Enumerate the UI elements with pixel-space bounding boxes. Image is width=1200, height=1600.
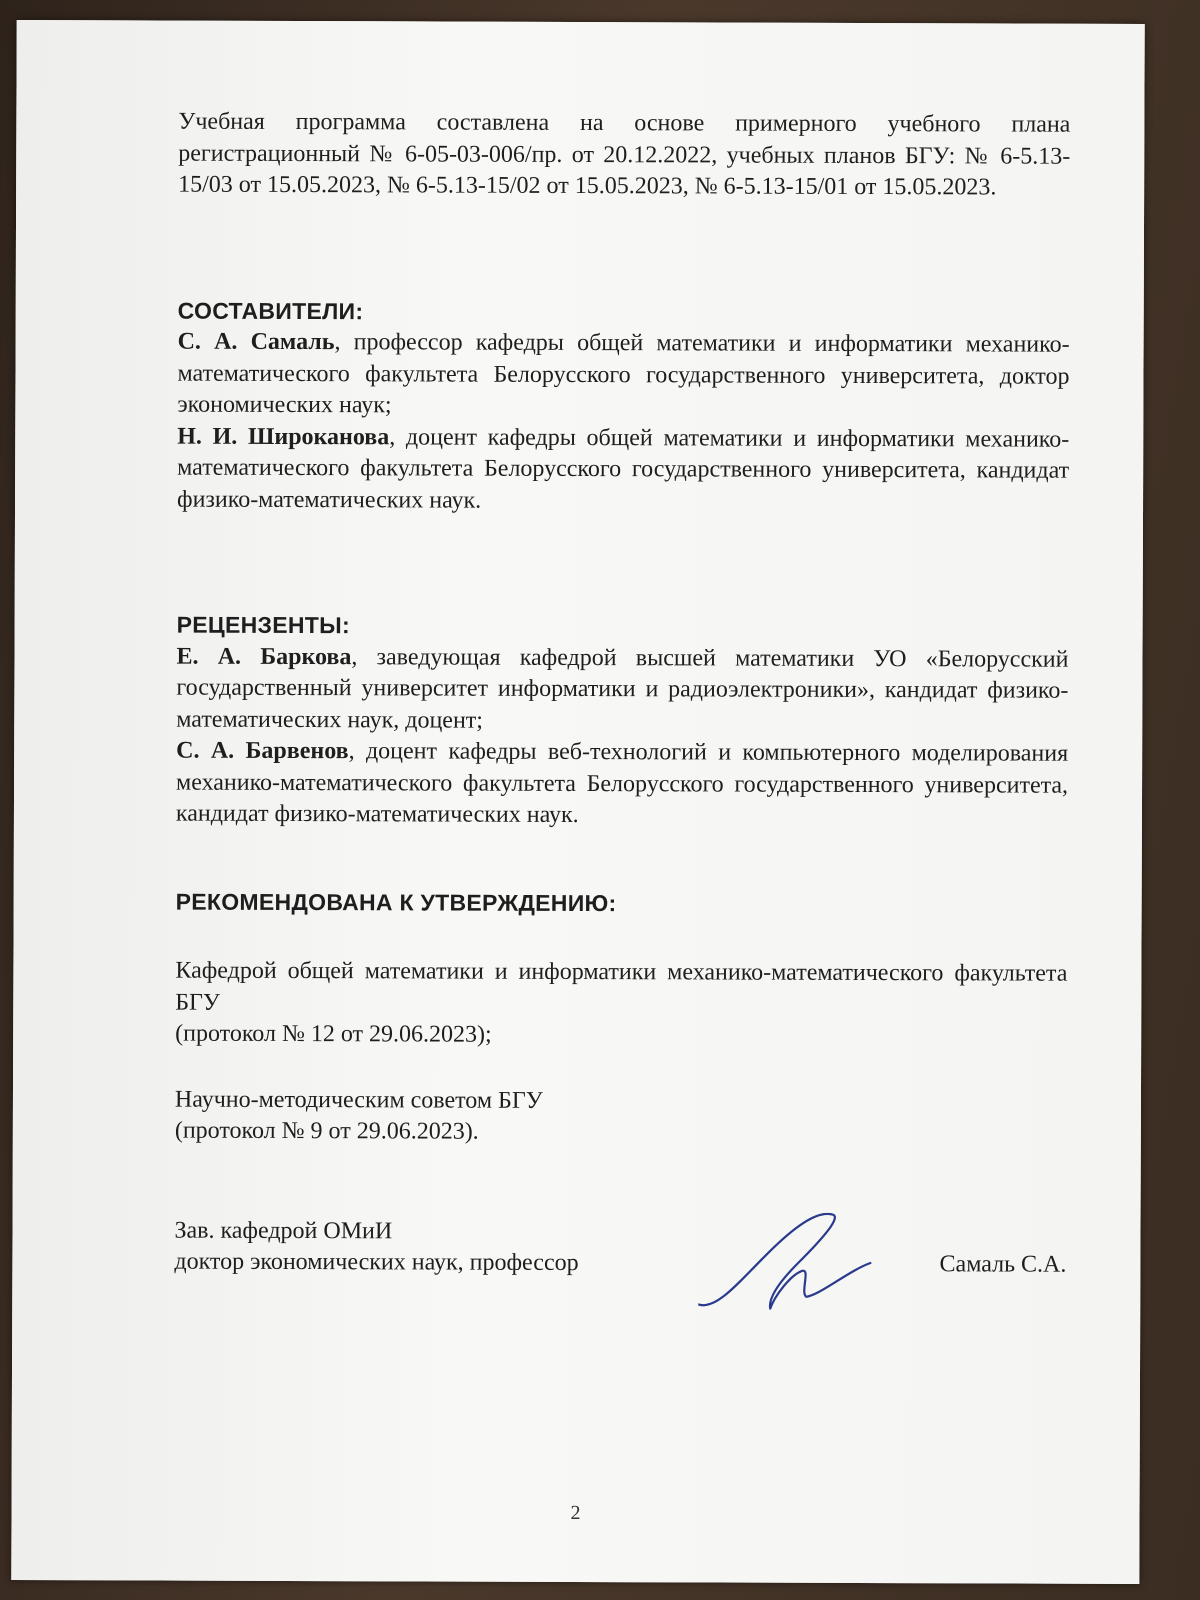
document-page bbox=[11, 20, 1144, 1584]
page-content bbox=[174, 107, 1070, 1282]
compiler-description: , профессор кафедры общей математики и информатики механико-математического факультета Белорусского государственного университета, доктор экономических наук; bbox=[177, 329, 1070, 419]
handwritten-signature bbox=[698, 1212, 898, 1333]
reviewer-description: , заведующая кафедрой высшей математики УО «Белорусский государственный университет информатики и радиоэлектроники», кандидат физико-математических наук, доцент; bbox=[176, 643, 1069, 734]
signer-name: Самаль С.А. bbox=[939, 1251, 1067, 1278]
compiler-description: , доцент кафедры общей математики и информатики механико-математического факультета Белорусского государственного университета, кандидат физико-математических наук. bbox=[177, 423, 1070, 514]
recommended-heading: РЕКОМЕНДОВАНА К УТВЕРЖДЕНИЮ: bbox=[175, 888, 617, 916]
council-protocol: (протокол № 9 от 29.06.2023). bbox=[174, 1117, 479, 1145]
compiler-entry bbox=[177, 327, 1069, 425]
reviewer-entry bbox=[176, 641, 1068, 739]
compiler-name: С. А. Самаль bbox=[177, 328, 335, 356]
reviewers-heading: РЕЦЕНЗЕНТЫ: bbox=[176, 611, 350, 639]
compiler-entry bbox=[177, 421, 1069, 519]
reviewer-description: , доцент кафедры веб-технологий и компьютерного моделирования механико-математического факультета Белорусского государственного университета, кандидат физико-математических наук. bbox=[175, 738, 1069, 829]
compiler-name: Н. И. Широканова bbox=[177, 423, 390, 450]
council-recommendation: Научно-методическим советом БГУ bbox=[174, 1086, 543, 1114]
reviewer-name: Е. А. Баркова bbox=[176, 643, 352, 670]
signoff-title: Зав. кафедрой ОМиИ bbox=[174, 1217, 393, 1244]
intro-paragraph: Учебная программа составлена на основе примерного учебного плана регистрационный № 6-05-03-006/пр. от 20.12.2022, учебных планов БГУ: № 6-5.13-15/03 от 15.05.2023, № 6-5.13-15/02 от 15.05.2023, № 6-5.13-15/01 от 15.05.2023. bbox=[178, 108, 1071, 201]
signature-stroke bbox=[698, 1213, 870, 1309]
compilers-heading: СОСТАВИТЕЛИ: bbox=[177, 297, 364, 324]
signoff-degree: доктор экономических наук, профессор bbox=[174, 1248, 579, 1277]
reviewer-name: С. А. Барвенов bbox=[176, 737, 349, 765]
reviewer-entry bbox=[176, 736, 1068, 834]
department-protocol: (протокол № 12 от 29.06.2023); bbox=[175, 1020, 492, 1048]
department-recommendation: Кафедрой общей математики и информатики механико-математического факультета БГУ bbox=[175, 957, 1068, 1016]
signoff-block bbox=[174, 1215, 1066, 1281]
page-number: 2 bbox=[570, 1501, 581, 1525]
